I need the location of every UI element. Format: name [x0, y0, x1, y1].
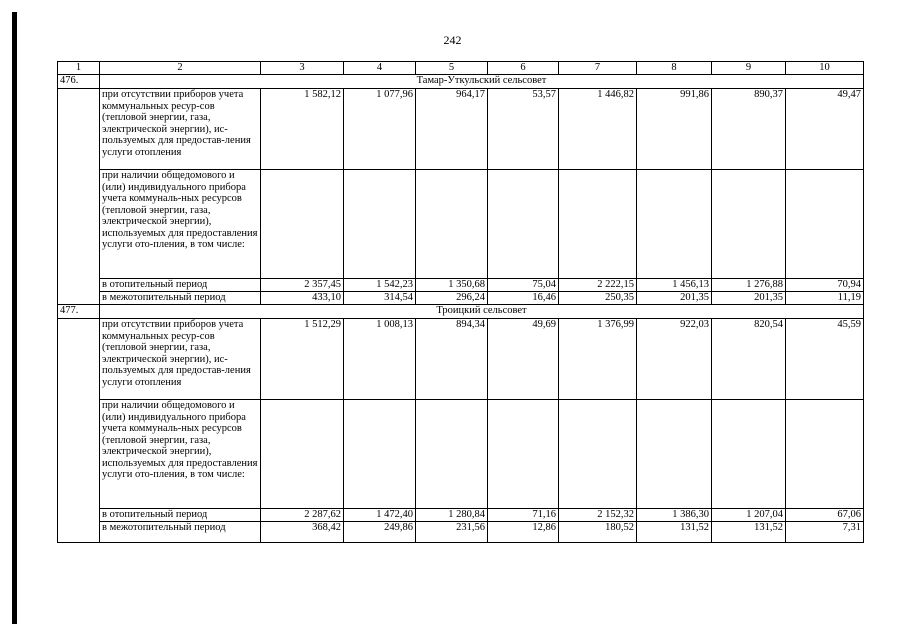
row-description: в межотопительный период [100, 522, 261, 543]
col-header: 9 [712, 62, 786, 75]
cell-value: 1 207,04 [712, 509, 786, 522]
group-name: Троицкий сельсовет [100, 305, 864, 319]
group-row [58, 75, 864, 89]
cell-value: 53,57 [488, 89, 559, 170]
cell-value: 201,35 [712, 292, 786, 305]
cell-value: 45,59 [786, 319, 864, 400]
cell-value: 368,42 [261, 522, 344, 543]
col-header: 1 [58, 62, 100, 75]
cell-value [261, 170, 344, 279]
cell-value: 1 386,30 [637, 509, 712, 522]
header-row [58, 62, 864, 75]
cell-value: 2 152,32 [559, 509, 637, 522]
cell-value [559, 170, 637, 279]
cell-value: 922,03 [637, 319, 712, 400]
cell-value: 1 376,99 [559, 319, 637, 400]
cell-value: 1 512,29 [261, 319, 344, 400]
cell-value: 820,54 [712, 319, 786, 400]
cell-value: 16,46 [488, 292, 559, 305]
cell-value: 1 077,96 [344, 89, 416, 170]
group-number-spacer [58, 319, 100, 543]
group-number-spacer [58, 89, 100, 305]
cell-value: 49,69 [488, 319, 559, 400]
table-row [58, 319, 864, 400]
group-number: 476. [58, 75, 100, 89]
col-header: 8 [637, 62, 712, 75]
cell-value: 11,19 [786, 292, 864, 305]
row-description: в отопительный период [100, 509, 261, 522]
group-row [58, 305, 864, 319]
cell-value [712, 400, 786, 509]
cell-value: 1 542,23 [344, 279, 416, 292]
cell-value: 231,56 [416, 522, 488, 543]
page-number: 242 [443, 33, 462, 47]
col-header: 10 [786, 62, 864, 75]
left-margin-bar [12, 12, 17, 624]
cell-value: 991,86 [637, 89, 712, 170]
cell-value: 249,86 [344, 522, 416, 543]
cell-value: 1 276,88 [712, 279, 786, 292]
cell-value: 70,94 [786, 279, 864, 292]
row-description: при наличии общедомового и (или) индивидуального прибора учета коммуналь-ных ресурсов (тепловой энергии, газа, электрической энергии), используемых для предоставления услуги ото-пления, в том числе: [100, 170, 261, 279]
cell-value [786, 170, 864, 279]
table-row [58, 509, 864, 522]
col-header: 3 [261, 62, 344, 75]
cell-value: 894,34 [416, 319, 488, 400]
cell-value: 250,35 [559, 292, 637, 305]
cell-value: 49,47 [786, 89, 864, 170]
col-header: 4 [344, 62, 416, 75]
cell-value [488, 170, 559, 279]
cell-value [344, 400, 416, 509]
cell-value: 1 472,40 [344, 509, 416, 522]
col-header: 2 [100, 62, 261, 75]
table-row [58, 89, 864, 170]
row-description: при отсутствии приборов учета коммунальных ресур-сов (тепловой энергии, газа, электрической энергии), ис-пользуемых для предостав-ления услуги отопления [100, 89, 261, 170]
cell-value: 131,52 [712, 522, 786, 543]
cell-value: 433,10 [261, 292, 344, 305]
table-row [58, 522, 864, 543]
cell-value: 180,52 [559, 522, 637, 543]
row-description: при отсутствии приборов учета коммунальных ресур-сов (тепловой энергии, газа, электрической энергии), ис-пользуемых для предостав-ления услуги отопления [100, 319, 261, 400]
cell-value: 1 446,82 [559, 89, 637, 170]
cell-value [637, 400, 712, 509]
group-name: Тамар-Уткульский сельсовет [100, 75, 864, 89]
cell-value: 1 350,68 [416, 279, 488, 292]
cell-value: 1 280,84 [416, 509, 488, 522]
cell-value: 964,17 [416, 89, 488, 170]
cell-value: 201,35 [637, 292, 712, 305]
tariff-table [57, 61, 864, 543]
cell-value [637, 170, 712, 279]
col-header: 6 [488, 62, 559, 75]
cell-value: 890,37 [712, 89, 786, 170]
cell-value: 67,06 [786, 509, 864, 522]
col-header: 7 [559, 62, 637, 75]
cell-value [344, 170, 416, 279]
cell-value [488, 400, 559, 509]
cell-value: 7,31 [786, 522, 864, 543]
cell-value: 75,04 [488, 279, 559, 292]
cell-value: 1 456,13 [637, 279, 712, 292]
cell-value [416, 400, 488, 509]
cell-value: 2 357,45 [261, 279, 344, 292]
cell-value [559, 400, 637, 509]
table-row [58, 279, 864, 292]
cell-value: 296,24 [416, 292, 488, 305]
cell-value [712, 170, 786, 279]
row-description: при наличии общедомового и (или) индивидуального прибора учета коммуналь-ных ресурсов (тепловой энергии, газа, электрической энергии), используемых для предоставления услуги ото-пления, в том числе: [100, 400, 261, 509]
row-description: в межотопительный период [100, 292, 261, 305]
cell-value [786, 400, 864, 509]
col-header: 5 [416, 62, 488, 75]
cell-value: 1 582,12 [261, 89, 344, 170]
cell-value: 314,54 [344, 292, 416, 305]
cell-value: 2 287,62 [261, 509, 344, 522]
cell-value: 2 222,15 [559, 279, 637, 292]
cell-value [416, 170, 488, 279]
cell-value: 1 008,13 [344, 319, 416, 400]
table-row [58, 170, 864, 279]
cell-value: 71,16 [488, 509, 559, 522]
cell-value: 131,52 [637, 522, 712, 543]
cell-value [261, 400, 344, 509]
row-description: в отопительный период [100, 279, 261, 292]
group-number: 477. [58, 305, 100, 319]
table-row [58, 400, 864, 509]
table-row [58, 292, 864, 305]
cell-value: 12,86 [488, 522, 559, 543]
